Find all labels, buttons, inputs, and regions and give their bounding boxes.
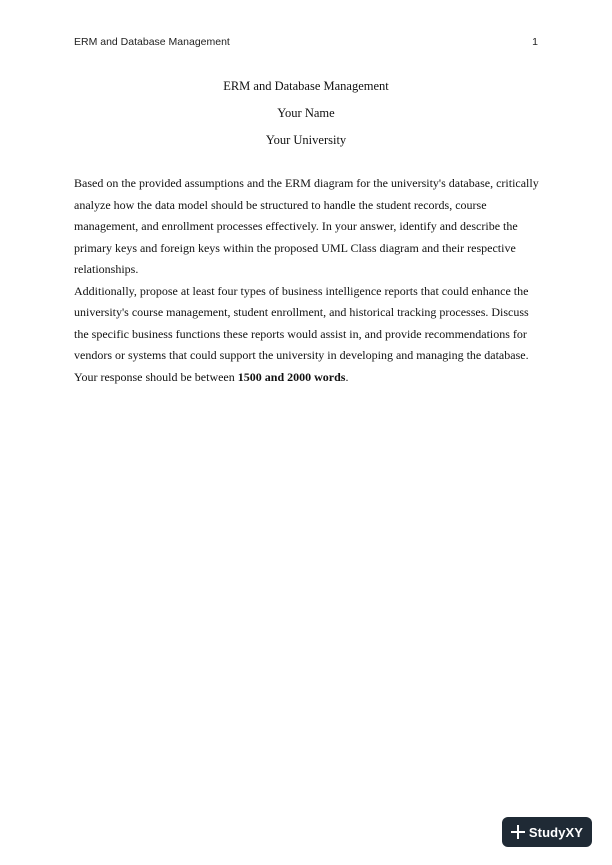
paragraph-1: Based on the provided assumptions and the ERM diagram for the university's database, critically analyze how the data model should be structured to handle the student records, course management, and enrollment processes effectively. In your answer, identify and describe the primary keys and foreign keys within the proposed UML Class diagram and their respective relationships. — [74, 176, 539, 276]
body-text — [74, 173, 544, 388]
brand-suffix: XY — [565, 824, 584, 840]
studyxy-watermark — [502, 817, 592, 847]
author-name: Your Name — [277, 106, 335, 120]
page-number: 1 — [532, 36, 538, 48]
institution-name: Your University — [265, 133, 347, 147]
paragraph-2: Additionally, propose at least four types of business intelligence reports that could enhance the university's course management, student enrollment, and historical tracking processes. Discuss the specific business functions these reports would assist in, and provide recommendations for vendors or systems that could support the university in developing and managing the database. — [74, 283, 529, 362]
paragraph-3 — [74, 367, 544, 389]
brand-text — [529, 825, 583, 840]
word-count-prefix: Your response should be between — [74, 369, 238, 384]
document-title: ERM and Database Management — [223, 79, 389, 93]
brand-prefix: Study — [528, 824, 566, 840]
word-count-suffix: . — [345, 369, 349, 384]
running-head: ERM and Database Management — [74, 36, 230, 48]
plus-icon — [511, 825, 525, 839]
title-block — [0, 73, 612, 154]
word-count-range: 1500 and 2000 words — [237, 369, 346, 384]
